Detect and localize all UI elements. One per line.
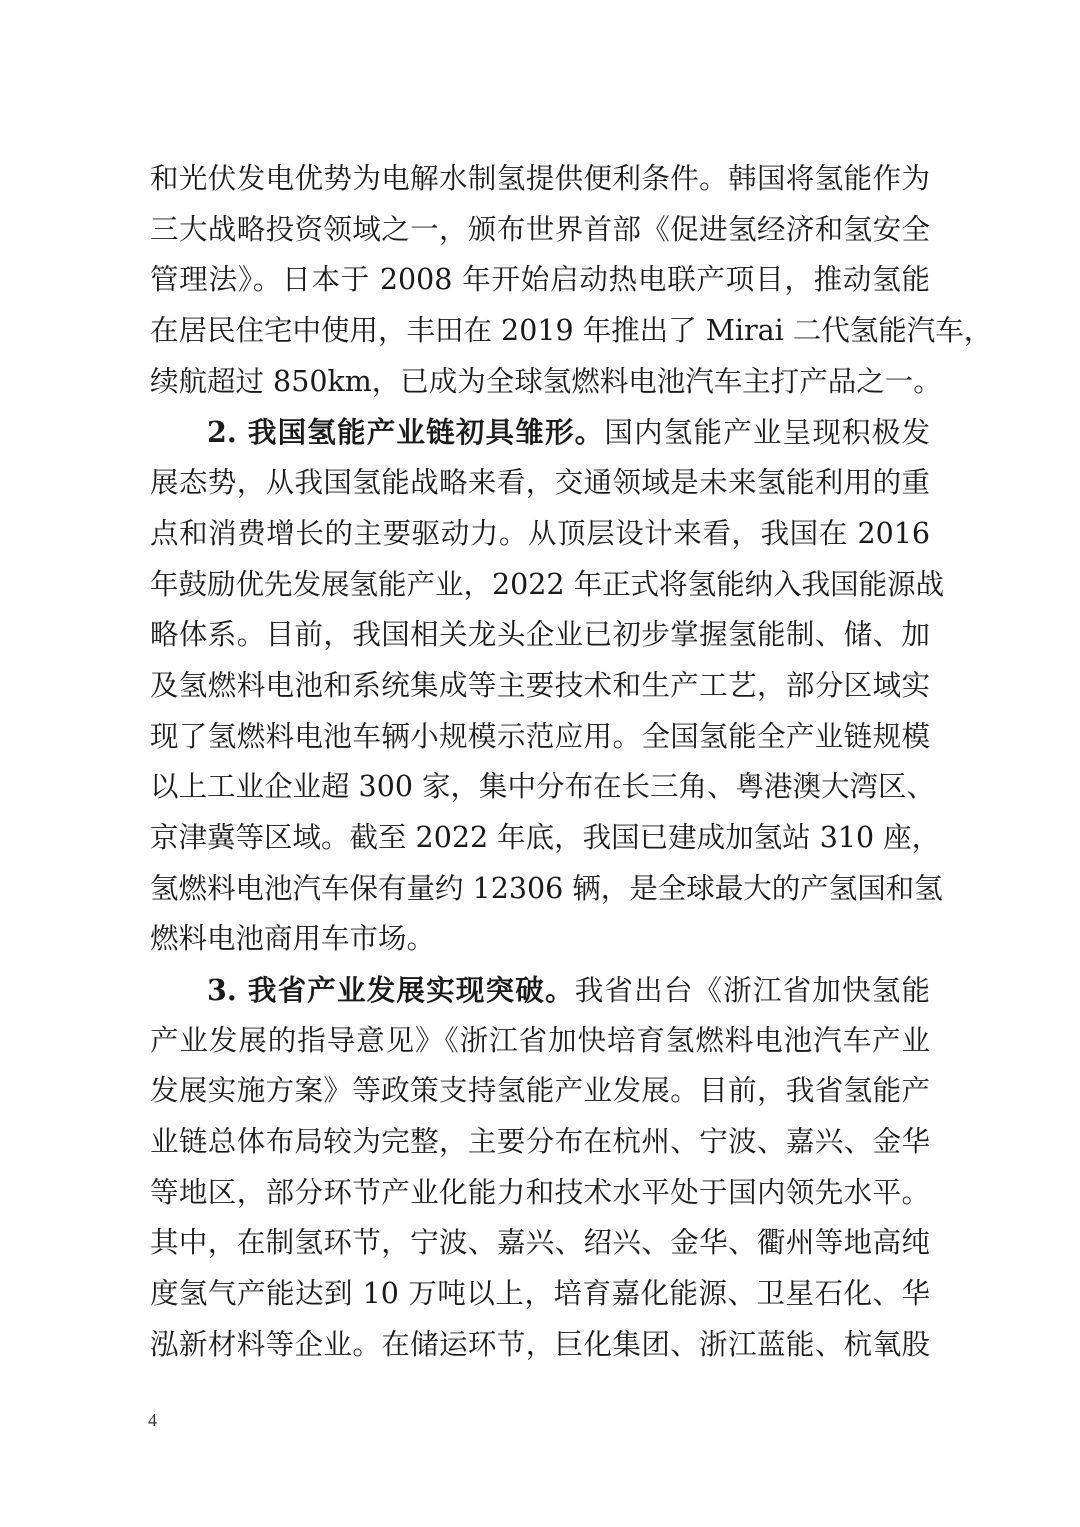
section-2-heading: 2. 我国氢能产业链初具雏形。 bbox=[207, 415, 605, 450]
text-line: 年鼓励优先发展氢能产业，2022 年正式将氢能纳入我国能源战 bbox=[150, 567, 945, 601]
text-line: 燃料电池商用车市场。 bbox=[150, 922, 436, 956]
text-line: 管理法》。日本于 2008 年开始启动热电联产项目，推动氢能 bbox=[150, 263, 930, 297]
text-line: 及氢燃料电池和系统集成等主要技术和生产工艺，部分区域实 bbox=[150, 668, 930, 702]
text-line: 在居民住宅中使用，丰田在 2019 年推出了 Mirai 二代氢能汽车， bbox=[150, 314, 993, 348]
text-line: 京津冀等区域。截至 2022 年底，我国已建成加氢站 310 座， bbox=[150, 820, 941, 854]
text-line: 等地区，部分环节产业化能力和技术水平处于国内领先水平。 bbox=[150, 1175, 930, 1209]
text-line: 略体系。目前，我国相关龙头企业已初步掌握氢能制、储、加 bbox=[150, 618, 930, 652]
document-body bbox=[150, 154, 993, 1371]
section-3-heading: 3. 我省产业发展实现突破。 bbox=[207, 973, 575, 1007]
text-line: 点和消费增长的主要驱动力。从顶层设计来看，我国在 2016 bbox=[150, 516, 930, 550]
section-2-text: 国内氢能产业呈现积极发 bbox=[604, 416, 930, 450]
text-line: 和光伏发电优势为电解水制氢提供便利条件。韩国将氢能作为 bbox=[150, 162, 930, 195]
text-line: 三大战略投资领域之一，颁布世界首部《促进氢经济和氢安全 bbox=[150, 212, 930, 246]
section-3-first-line bbox=[150, 965, 930, 1016]
page-number: 4 bbox=[148, 1410, 157, 1430]
text-line: 现了氢燃料电池车辆小规模示范应用。全国氢能全产业链规模 bbox=[150, 719, 930, 753]
text-line: 度氢气产能达到 10 万吨以上，培育嘉化能源、卫星石化、华 bbox=[150, 1277, 930, 1311]
text-line: 以上工业企业超 300 家，集中分布在长三角、粤港澳大湾区、 bbox=[150, 770, 936, 804]
section-3-text: 我省出台《浙江省加快氢能 bbox=[574, 974, 930, 1007]
text-line: 氢燃料电池汽车保有量约 12306 辆，是全球最大的产氢国和氢 bbox=[150, 871, 943, 905]
text-line: 业链总体布局较为完整，主要分布在杭州、宁波、嘉兴、金华 bbox=[150, 1125, 930, 1159]
text-line: 产业发展的指导意见》《浙江省加快培育氢燃料电池汽车产业 bbox=[150, 1023, 930, 1057]
text-line: 其中，在制氢环节，宁波、嘉兴、绍兴、金华、衢州等地高纯 bbox=[150, 1226, 930, 1260]
text-line: 续航超过 850km，已成为全球氢燃料电池汽车主打产品之一。 bbox=[150, 364, 942, 398]
text-line: 展态势，从我国氢能战略来看，交通领域是未来氢能利用的重 bbox=[150, 466, 930, 500]
text-line: 泓新材料等企业。在储运环节，巨化集团、浙江蓝能、杭氧股 bbox=[150, 1327, 930, 1361]
section-2-first-line bbox=[150, 407, 930, 458]
text-line: 发展实施方案》等政策支持氢能产业发展。目前，我省氢能产 bbox=[150, 1074, 930, 1108]
